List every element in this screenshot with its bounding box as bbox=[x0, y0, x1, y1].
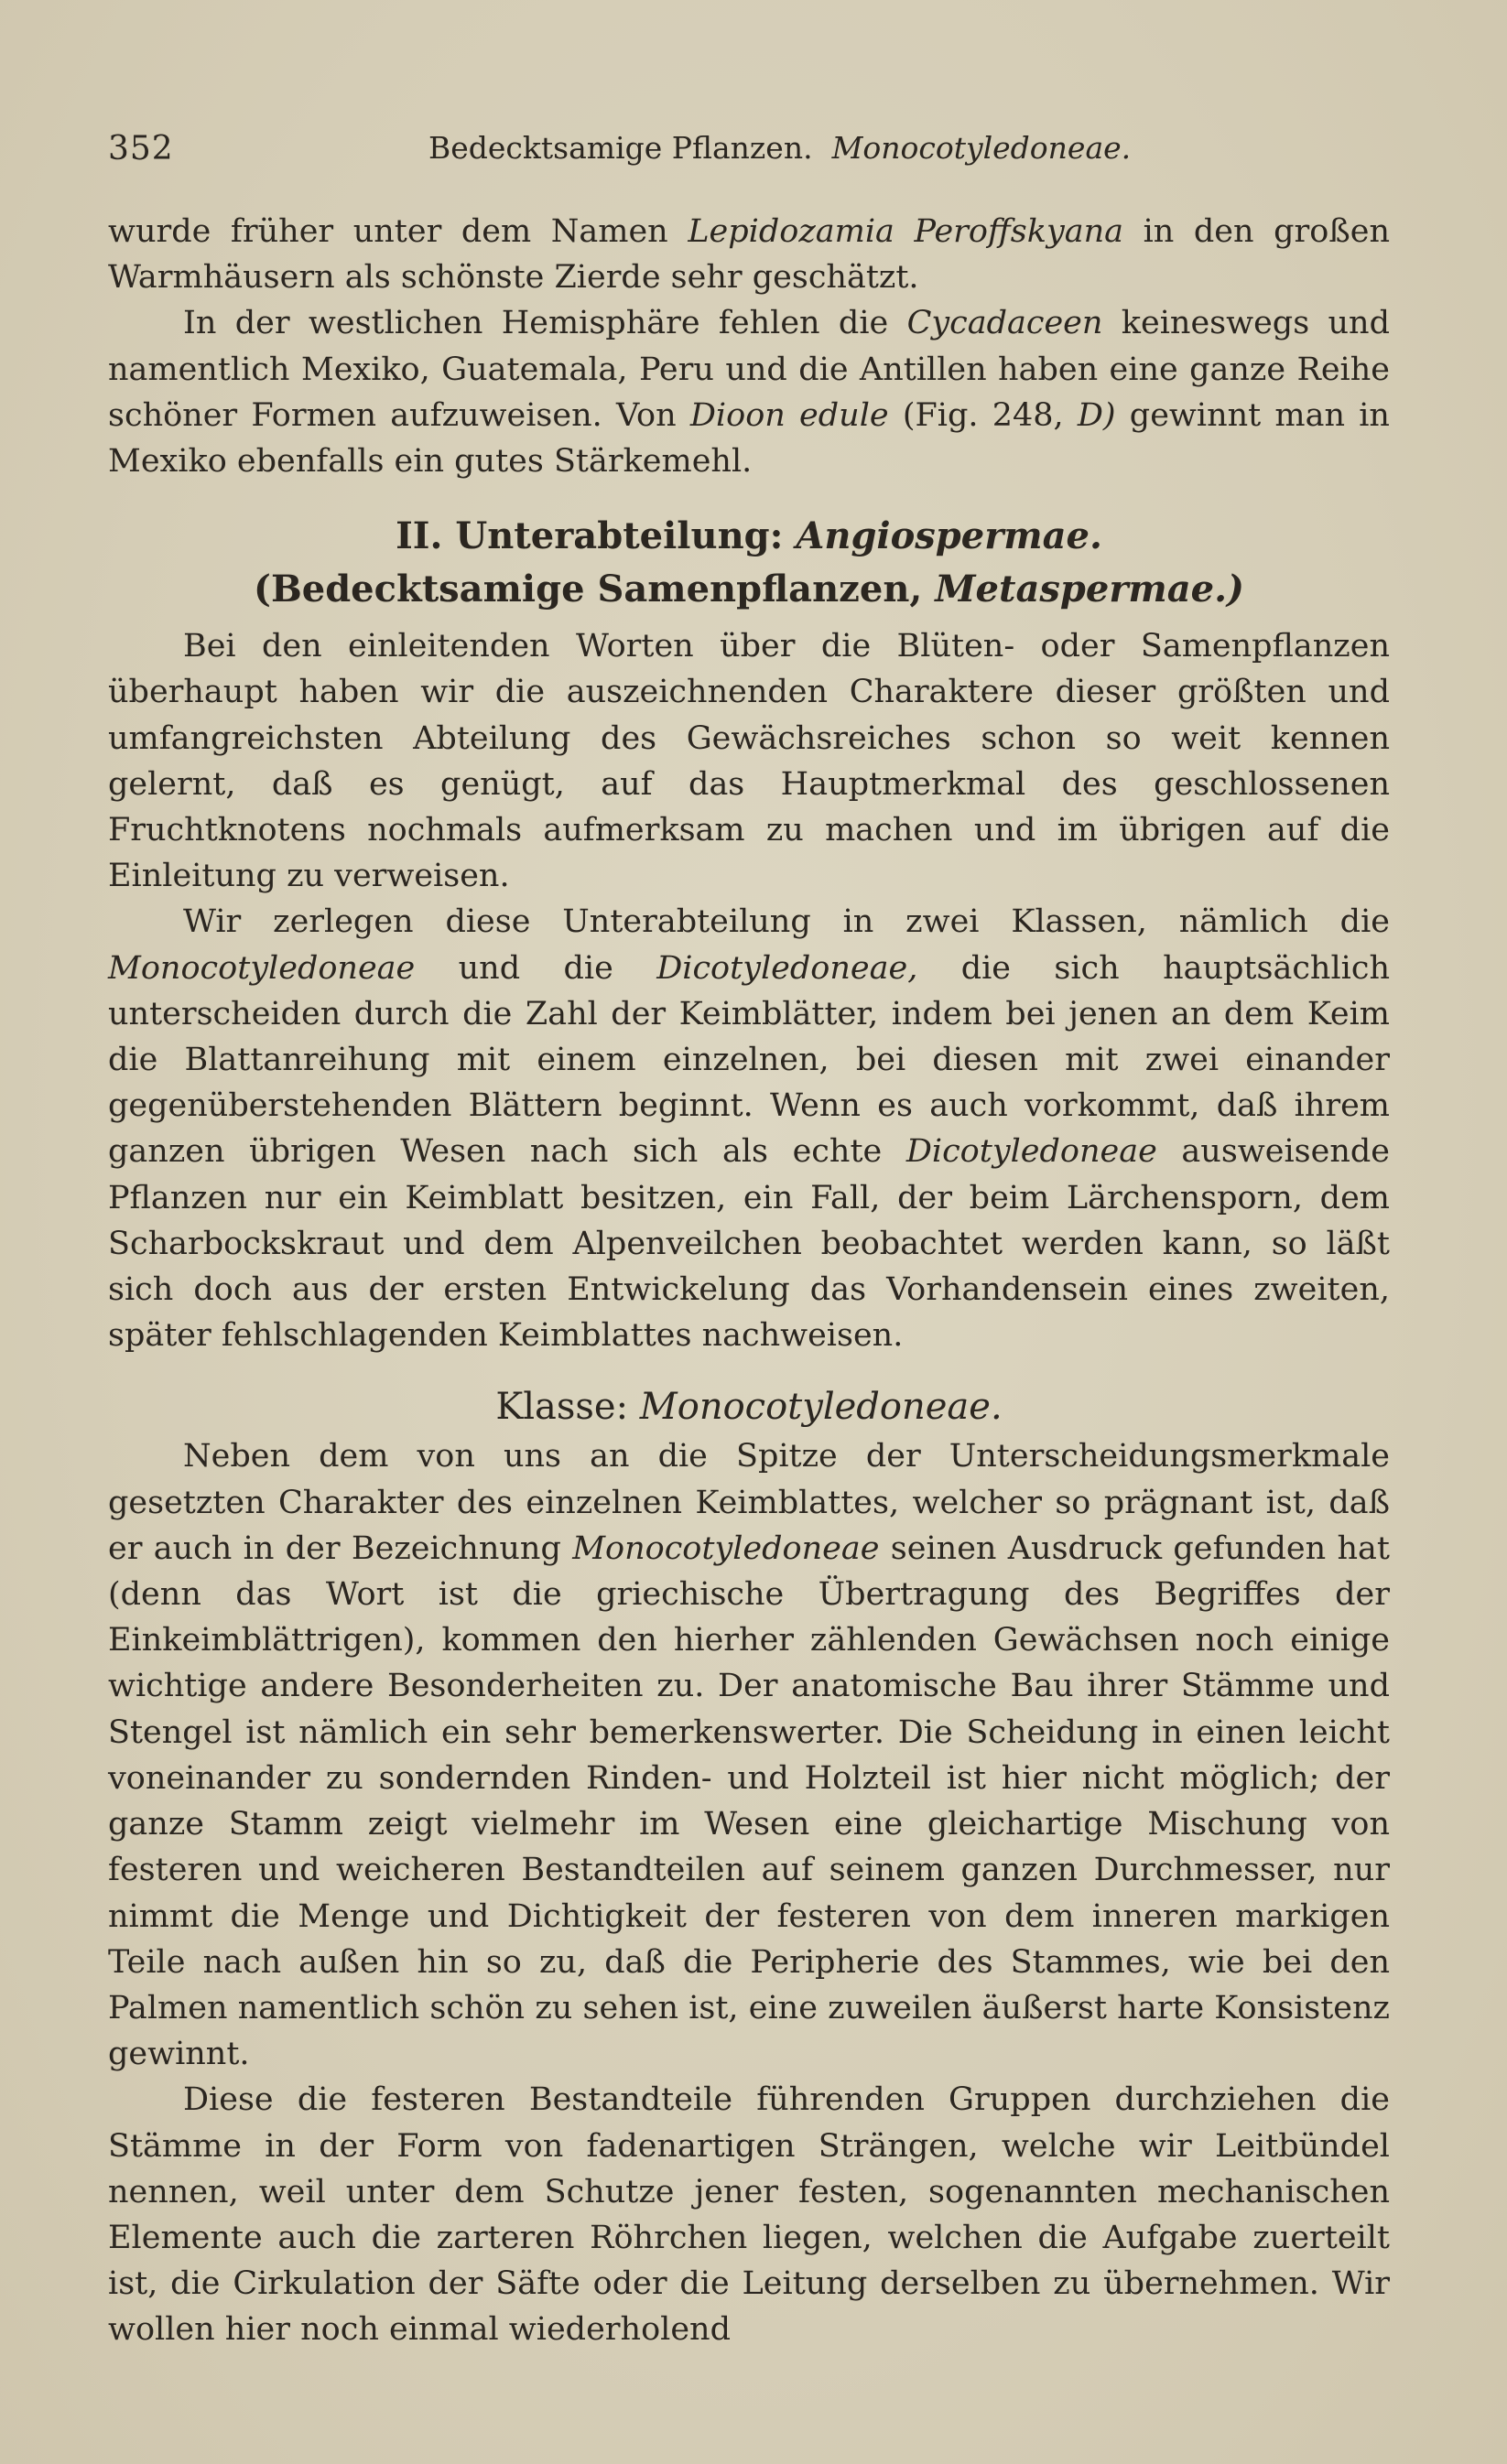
text-run: In der westlichen Hemisphäre fehlen die bbox=[183, 305, 907, 342]
section-subheading-text: (Bedecktsamige Samenpflanzen, bbox=[254, 567, 936, 611]
italic-term: Monocotyledoneae bbox=[108, 949, 416, 987]
paragraph-1 bbox=[108, 209, 1390, 300]
text-run: ausweisende Pflanzen nur ein Keimblatt besitzen, ein Fall, der beim Lärchensporn, dem Scharbockskraut und dem Alpenveilchen beobachtet werden kann, so läßt sich doch aus der ersten Entwickelung das Vorhandensein eines zweiten, später fehlschlagenden Keimblattes nachweisen. bbox=[108, 1133, 1390, 1355]
italic-term: Dicotyledoneae, bbox=[656, 949, 918, 987]
italic-term: D) bbox=[1077, 396, 1116, 434]
paragraph-4 bbox=[108, 899, 1390, 1358]
text-run: Neben dem von uns an die Spitze der Unterscheidungsmerkmale gesetzten Charakter des einzelnen Keimblattes, welcher so prägnant ist, daß er auch in der Bezeichnung bbox=[108, 1438, 1390, 1567]
class-heading bbox=[108, 1380, 1390, 1433]
text-run: und die bbox=[415, 949, 657, 987]
text-run: Wir zerlegen diese Unterabteilung in zwei Klassen, nämlich die bbox=[183, 903, 1390, 941]
section-subheading-italic: Metaspermae.) bbox=[935, 567, 1244, 611]
paragraph-3: Bei den einleitenden Worten über die Blüten- oder Samenpflanzen überhaupt haben wir die auszeichnenden Charaktere dieser größten und umfangreichsten Abteilung des Gewächsreiches schon so weit kennen gelernt, daß es genügt, auf das Hauptmerkmal des geschlossenen Fruchtknotens nochmals aufmerksam zu machen und im übrigen auf die Einleitung zu verweisen. bbox=[108, 628, 1390, 895]
paragraph-5 bbox=[108, 1433, 1390, 2077]
running-head-title-text: Bedecktsamige Pflanzen. bbox=[428, 130, 813, 166]
text-run: seinen Ausdruck gefunden hat (denn das Wort ist die griechische Übertragung des Begriffes der Einkeimblättrigen), kommen den hierher zählenden Gewächsen noch einige wichtige andere Besonderheiten zu. Der anatomische Bau ihrer Stämme und Stengel ist nämlich ein sehr bemerkenswerter. Die Scheidung in einen leicht voneinander zu sondernden Rinden- und Holzteil ist hier nicht möglich; der ganze Stamm zeigt vielmehr im Wesen eine gleichartige Mischung von festeren und weicheren Bestandteilen auf seinem ganzen Durchmesser, nur nimmt die Menge und Dichtigkeit der festeren von dem inneren markigen Teile nach außen hin so zu, daß die Peripherie des Stammes, wie bei den Palmen namentlich schön zu sehen ist, eine zuweilen äußerst harte Konsistenz gewinnt. bbox=[108, 1529, 1390, 2073]
running-head-title bbox=[428, 130, 1344, 166]
page-body bbox=[108, 209, 1390, 2353]
text-run: in den großen Warmhäusern als schönste Zierde sehr geschätzt. bbox=[108, 213, 1390, 297]
italic-term: Cycadaceen bbox=[906, 305, 1103, 342]
running-head bbox=[108, 130, 1390, 176]
section-subheading bbox=[108, 563, 1390, 616]
class-heading-italic: Monocotyledoneae. bbox=[639, 1386, 1003, 1429]
section-heading-italic: Angiospermae. bbox=[796, 514, 1102, 558]
text-run: keineswegs und namentlich Mexiko, Guatemala, Peru und die Antillen haben eine ganze Reihe schöner Formen aufzuweisen. Von bbox=[108, 305, 1390, 434]
page-number: 352 bbox=[108, 130, 174, 168]
section-heading-text: II. Unterabteilung: bbox=[396, 514, 797, 558]
paragraph-6: Diese die festeren Bestandteile führenden Gruppen durchziehen die Stämme in der Form von fadenartigen Strängen, welche wir Leitbündel nennen, weil unter dem Schutze jener festen, sogenannten mechanischen Elemente auch die zarteren Röhrchen liegen, welchen die Aufgabe zuerteilt ist, die Cirkulation der Säfte oder die Leitung derselben zu übernehmen. Wir wollen hier noch einmal wiederholend bbox=[108, 2081, 1390, 2349]
text-run: wurde früher unter dem Namen bbox=[108, 213, 688, 250]
running-head-title-italic: Monocotyledoneae. bbox=[831, 130, 1132, 166]
italic-term: Dioon edule bbox=[689, 396, 889, 434]
italic-term: Monocotyledoneae bbox=[572, 1529, 880, 1567]
class-heading-text: Klasse: bbox=[495, 1386, 640, 1429]
text-run: (Fig. 248, bbox=[888, 396, 1078, 434]
text-run: die sich hauptsächlich unterscheiden durch die Zahl der Keimblätter, indem bei jenen an dem Keim die Blattanreihung mit einem einzelnen, bei diesen mit zwei einander gegenüberstehenden Blättern beginnt. Wenn es auch vorkommt, daß ihrem ganzen übrigen Wesen nach sich als echte bbox=[108, 949, 1390, 1171]
text-run: gewinnt man in Mexiko ebenfalls ein gutes Stärkemehl. bbox=[108, 396, 1390, 481]
italic-term: Dicotyledoneae bbox=[905, 1133, 1157, 1171]
italic-term: Lepidozamia Peroffskyana bbox=[688, 213, 1123, 250]
section-heading bbox=[108, 510, 1390, 563]
paragraph-2 bbox=[108, 300, 1390, 484]
